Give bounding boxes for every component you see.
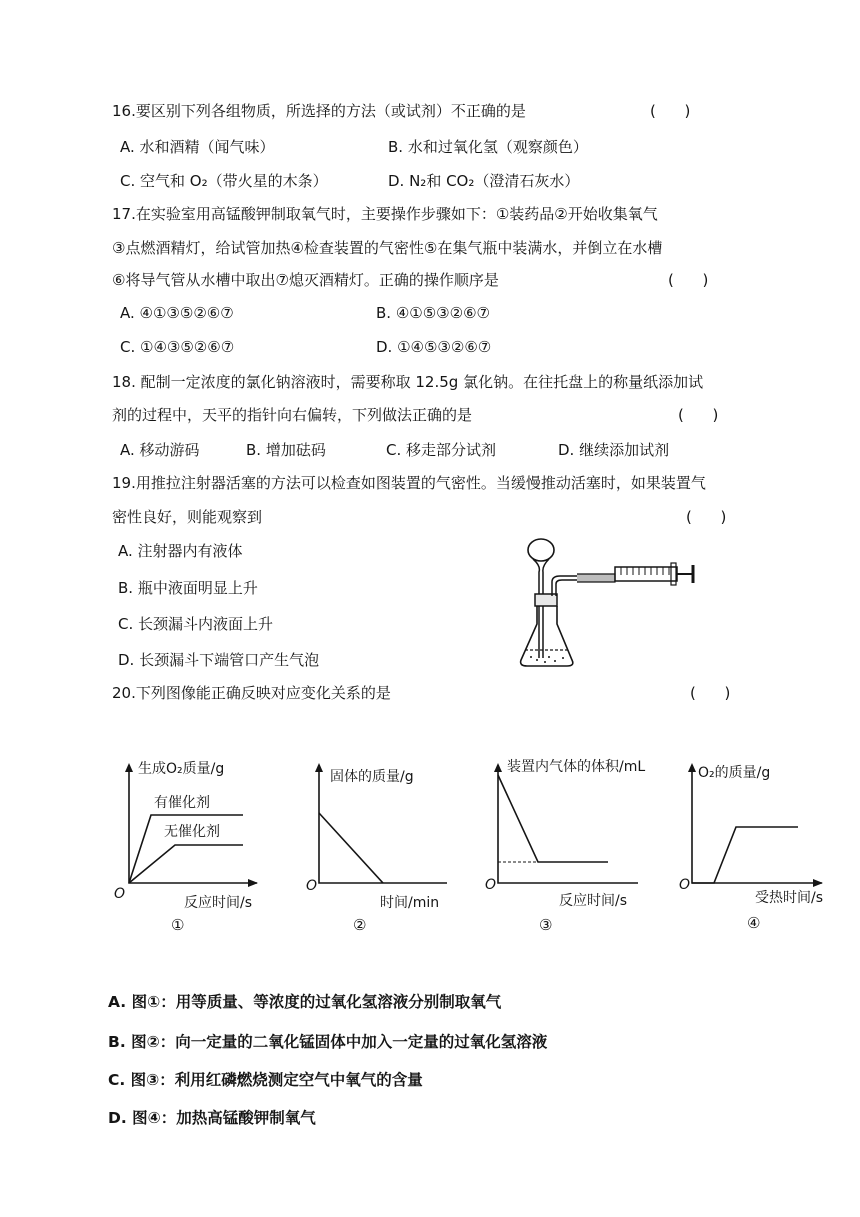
- q17-option-d: D. ①④⑤③②⑥⑦: [376, 338, 492, 356]
- q19-apparatus-figure: [515, 532, 700, 672]
- q20-graph-1: [105, 755, 275, 935]
- graph3-number: ③: [539, 916, 553, 934]
- graph1-no-catalyst-line: [129, 845, 243, 883]
- q20-stem: 20.下列图像能正确反映对应变化关系的是: [112, 684, 391, 702]
- q19-answer-paren: ( ): [686, 508, 727, 526]
- q16-option-a: A. 水和酒精（闻气味）: [120, 138, 275, 156]
- graph1-x-label: 反应时间/s: [184, 895, 253, 911]
- q19-option-c: C. 长颈漏斗内液面上升: [118, 615, 274, 633]
- q19-option-a: A. 注射器内有液体: [118, 542, 243, 560]
- q19-option-b: B. 瓶中液面明显上升: [118, 579, 258, 597]
- q18-answer-paren: ( ): [678, 406, 719, 424]
- q20-answer-paren: ( ): [690, 684, 731, 702]
- q20-graph-3: [480, 755, 650, 935]
- q20-option-b: B. 图②：向一定量的二氧化锰固体中加入一定量的过氧化氢溶液: [108, 1033, 548, 1051]
- q19-option-d: D. 长颈漏斗下端管口产生气泡: [118, 651, 320, 669]
- q20-option-d: D. 图④：加热高锰酸钾制氧气: [108, 1109, 316, 1127]
- graph3-origin: O: [485, 877, 497, 893]
- q18-line1: 18. 配制一定浓度的氯化钠溶液时，需要称取 12.5g 氯化钠。在往托盘上的称量纸添加试: [112, 373, 704, 391]
- graph3-line: [498, 775, 608, 862]
- q18-option-a: A. 移动游码: [120, 441, 200, 459]
- graph1-number: ①: [171, 916, 185, 934]
- q16-answer-paren: ( ): [650, 102, 691, 120]
- q20-option-a: A. 图①：用等质量、等浓度的过氧化氢溶液分别制取氧气: [108, 993, 502, 1011]
- graph3-y-label: 装置内气体的体积/mL: [507, 759, 646, 775]
- q18-option-b: B. 增加砝码: [246, 441, 326, 459]
- q20-option-c: C. 图③：利用红磷燃烧测定空气中氧气的含量: [108, 1071, 423, 1089]
- q19-line1: 19.用推拉注射器活塞的方法可以检查如图装置的气密性。当缓慢推动活塞时，如果装置气: [112, 474, 706, 492]
- graph2-x-label: 时间/min: [380, 895, 440, 911]
- graph1-y-label: 生成O₂质量/g: [138, 761, 225, 777]
- graph4-line: [692, 827, 798, 883]
- graph1-curve1-label: 有催化剂: [154, 795, 210, 811]
- q18-option-c: C. 移走部分试剂: [386, 441, 497, 459]
- graph1-curve2-label: 无催化剂: [164, 824, 220, 840]
- q18-line2: 剂的过程中，天平的指针向右偏转，下列做法正确的是: [112, 406, 473, 424]
- q17-option-a: A. ④①③⑤②⑥⑦: [120, 304, 234, 322]
- q16-option-d: D. N₂和 CO₂（澄清石灰水）: [388, 172, 580, 190]
- graph4-x-label: 受热时间/s: [755, 890, 824, 906]
- graph3-x-label: 反应时间/s: [559, 893, 628, 909]
- q16-option-c: C. 空气和 O₂（带火星的木条）: [120, 172, 328, 190]
- q17-line2: ③点燃酒精灯，给试管加热④检查装置的气密性⑤在集气瓶中装满水，并倒立在水槽: [112, 239, 663, 257]
- graph4-number: ④: [747, 914, 761, 932]
- graph4-y-label: O₂的质量/g: [698, 765, 771, 781]
- q18-option-d: D. 继续添加试剂: [558, 441, 670, 459]
- graph2-y-label: 固体的质量/g: [330, 769, 414, 785]
- q19-line2: 密性良好，则能观察到: [112, 508, 263, 526]
- q16-stem: 16.要区别下列各组物质，所选择的方法（或试剂）不正确的是: [112, 102, 526, 120]
- graph2-line: [319, 813, 383, 883]
- q16-option-b: B. 水和过氧化氢（观察颜色）: [388, 138, 588, 156]
- q17-answer-paren: ( ): [668, 271, 709, 289]
- q17-line3: ⑥将导气管从水槽中取出⑦熄灭酒精灯。正确的操作顺序是: [112, 271, 499, 289]
- graph2-number: ②: [353, 916, 367, 934]
- graph1-origin: O: [114, 886, 126, 902]
- graph4-origin: O: [679, 877, 691, 893]
- graph2-origin: O: [306, 878, 318, 894]
- q17-option-b: B. ④①⑤③②⑥⑦: [376, 304, 490, 322]
- q20-graph-2: [295, 755, 465, 935]
- q20-graph-4: [670, 755, 845, 935]
- q17-line1: 17.在实验室用高锰酸钾制取氧气时，主要操作步骤如下：①装药品②开始收集氧气: [112, 205, 658, 223]
- q17-option-c: C. ①④③⑤②⑥⑦: [120, 338, 235, 356]
